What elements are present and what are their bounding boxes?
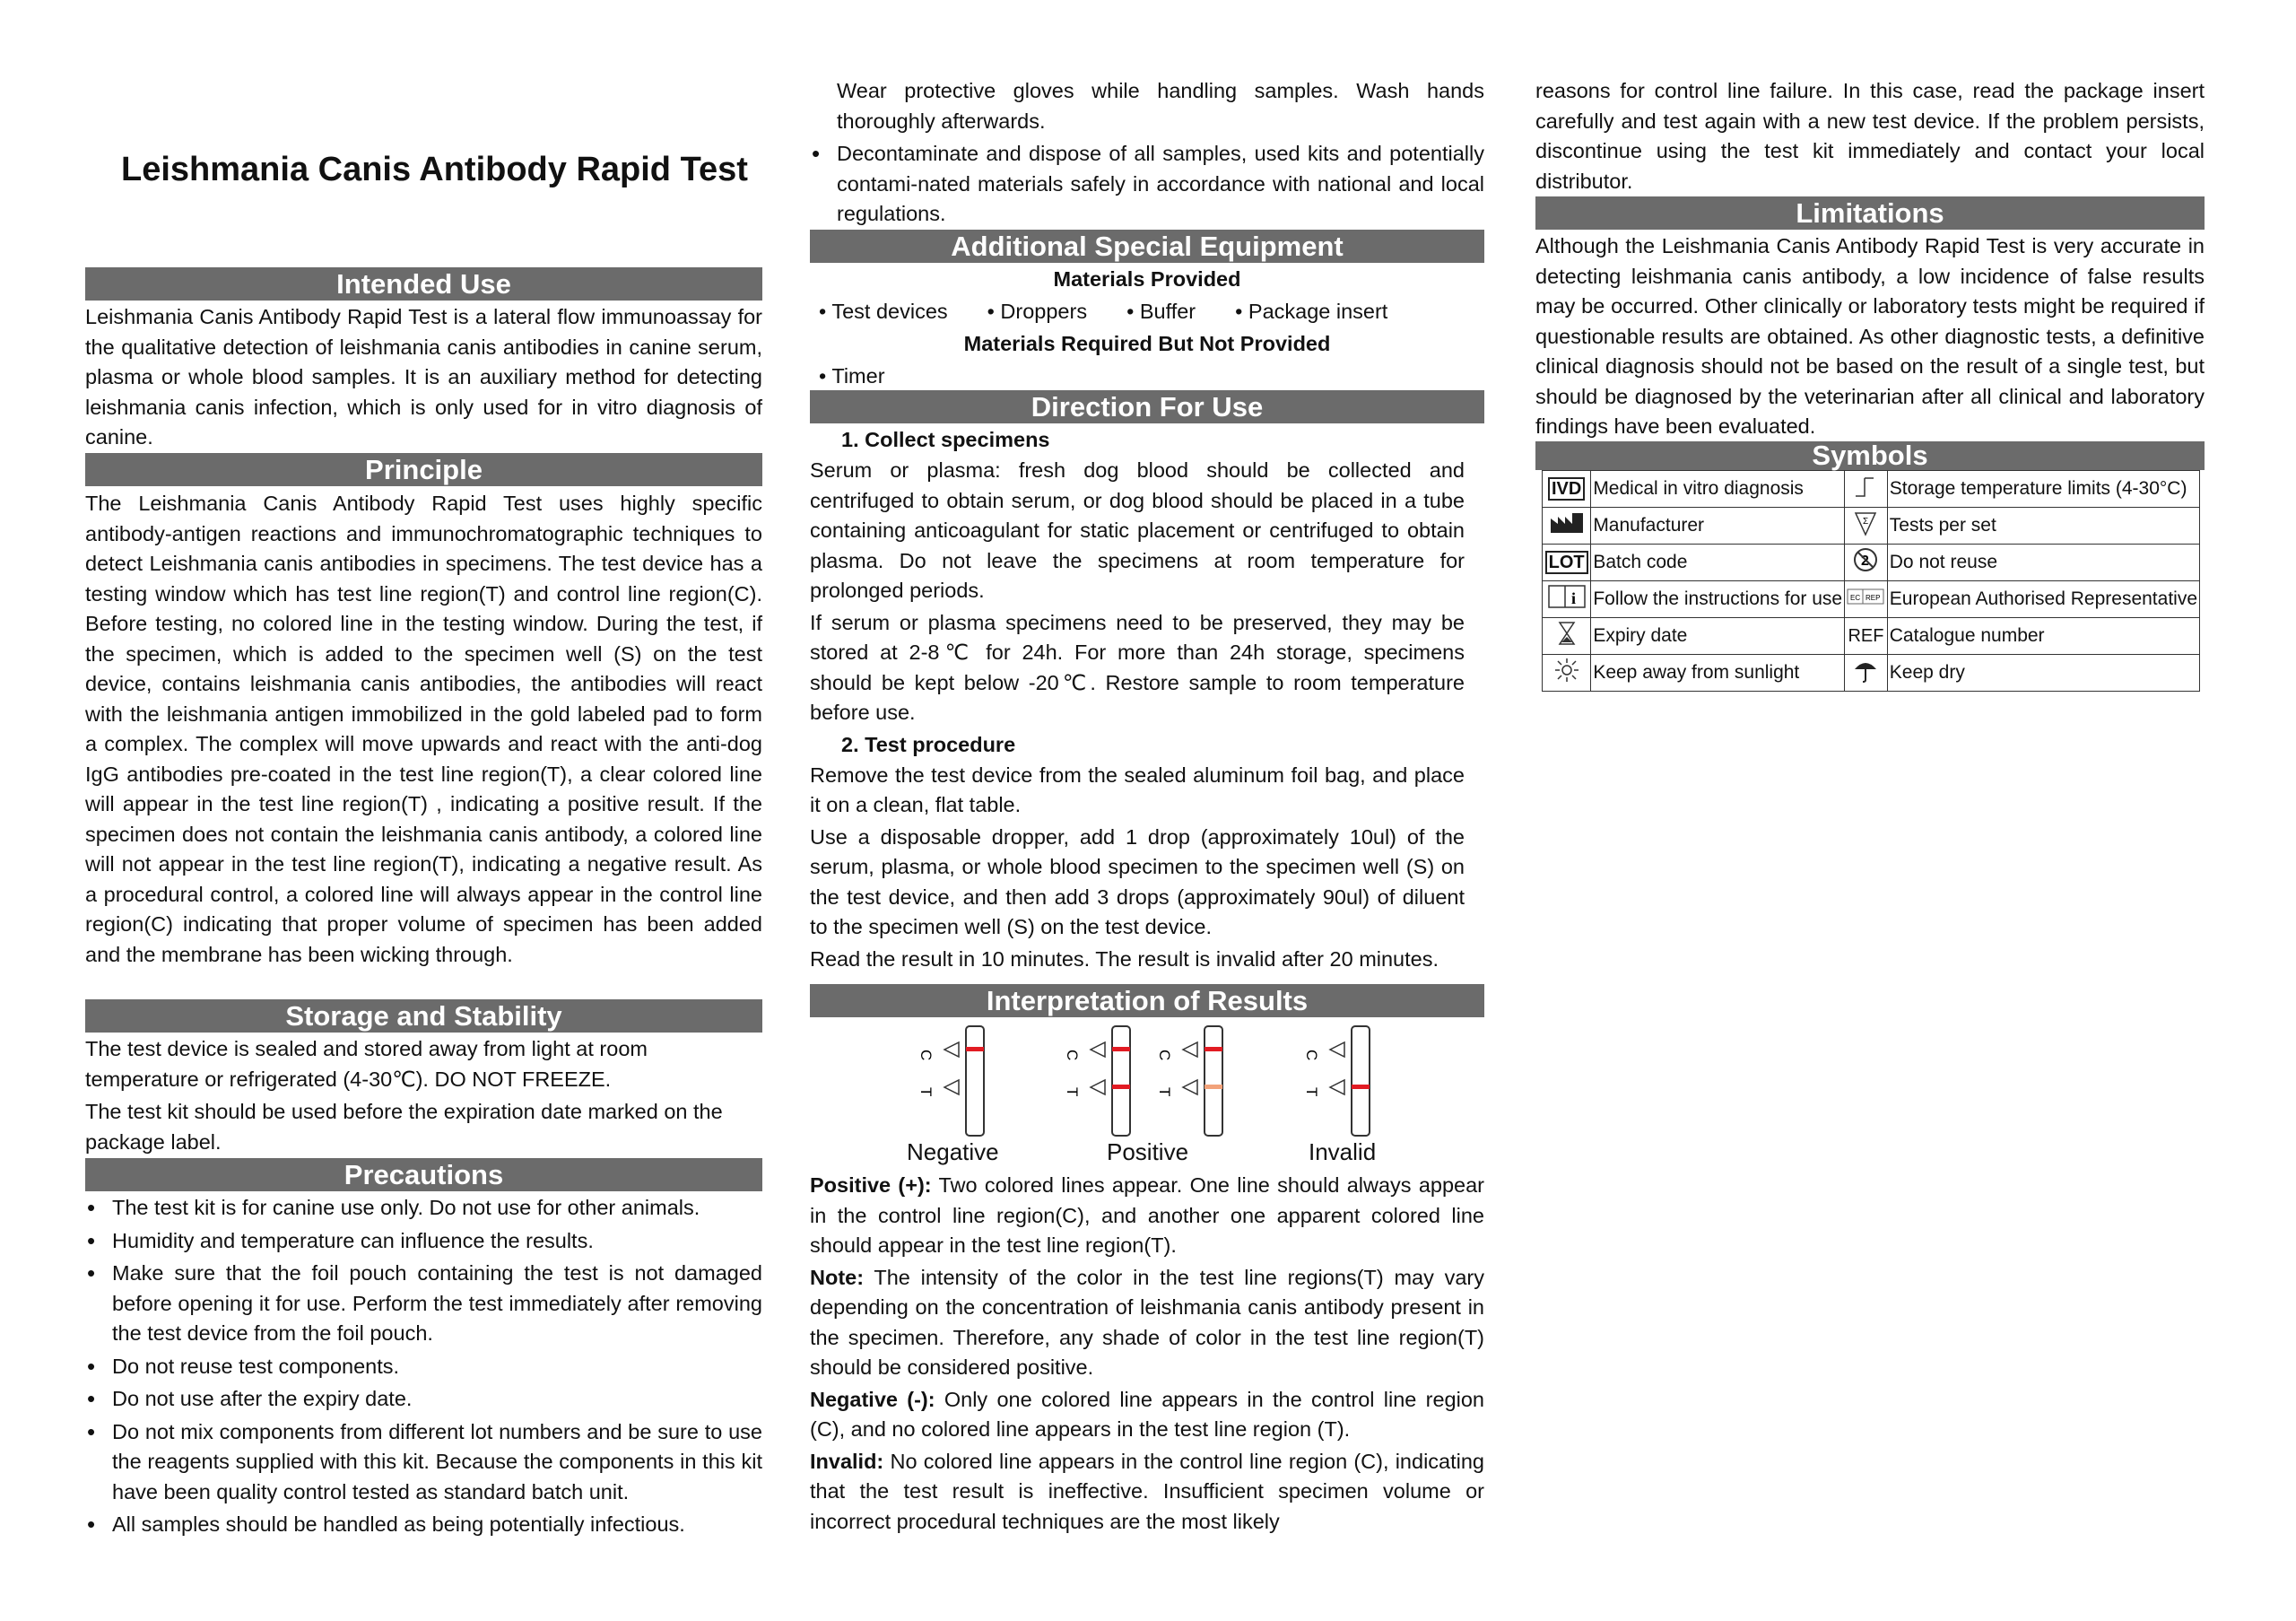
result-strips xyxy=(810,1017,1484,1138)
principle-section xyxy=(85,453,762,970)
result-strips-diagram xyxy=(810,1017,1484,1138)
strip-positive-weak xyxy=(1156,1026,1222,1136)
lot-icon: LOT xyxy=(1543,545,1591,581)
no-reuse-icon xyxy=(1845,545,1888,581)
materials-provided-list xyxy=(810,295,1484,327)
ec-rep-icon xyxy=(1845,581,1888,618)
svg-text:2: 2 xyxy=(1861,553,1870,569)
strip-body xyxy=(1205,1026,1222,1136)
direction-section xyxy=(810,390,1484,974)
label-negative: Negative xyxy=(907,1138,999,1165)
strip-c-label: C xyxy=(1156,1050,1173,1061)
interpretation-section xyxy=(810,984,1484,1537)
table-cell: Keep away from sunlight xyxy=(1591,655,1845,692)
arrow-t-icon xyxy=(944,1080,959,1094)
ivd-icon: IVD xyxy=(1543,471,1591,508)
strip-body xyxy=(1352,1026,1370,1136)
list-item: • Package insert xyxy=(1235,300,1388,323)
table-cell: Follow the instructions for use xyxy=(1591,581,1845,618)
result-labels xyxy=(810,1138,1484,1171)
svg-text:EC: EC xyxy=(1850,594,1861,602)
invalid-result-text: Invalid: No colored line appears in the control line region (C), indicating that the test result is ineffective. Insufficient specimen volume or incorrect procedural techniques are the most likely xyxy=(810,1449,1484,1533)
limitations-section xyxy=(1535,196,2205,442)
section-heading: Limitations xyxy=(1535,196,2205,230)
test-line xyxy=(1352,1085,1370,1089)
ref-icon: REF xyxy=(1845,618,1888,655)
svg-text:Σ: Σ xyxy=(1863,517,1869,527)
intended-use-section xyxy=(85,267,762,453)
step-2-text-1: Remove the test device from the sealed aluminum foil bag, and place it on a clean, flat table. xyxy=(810,763,1465,816)
arrow-c-icon xyxy=(1091,1042,1105,1057)
list-item: • Buffer xyxy=(1126,300,1196,323)
table-cell: European Authorised Representative xyxy=(1887,581,2199,618)
list-item: • Test devices xyxy=(819,300,948,323)
strip-t-label: T xyxy=(1156,1087,1173,1097)
list-item: • Droppers xyxy=(987,300,1088,323)
strip-c-label: C xyxy=(918,1050,935,1061)
section-heading: Additional Special Equipment xyxy=(810,230,1484,263)
list-item: • Do not reuse test components. xyxy=(85,1352,762,1382)
arrow-c-icon xyxy=(1330,1042,1344,1057)
equipment-section xyxy=(810,230,1484,392)
list-item: • Make sure that the foil pouch containing the test is not damaged before opening it for use. Perform the test immediately after removing the test device from the foil pouch. xyxy=(85,1259,762,1349)
step-2-text-3: Read the result in 10 minutes. The result is invalid after 20 minutes. xyxy=(810,946,1439,971)
intended-use-text: Leishmania Canis Antibody Rapid Test is a lateral flow immunoassay for the qualitative detection of leishmania canis antibodies in canine serum, plasma or whole blood samples. It is an auxiliary method for detecting leishmania canis infection, which is only used for in vitro diagnosis of canine. xyxy=(85,305,762,449)
table-cell: Manufacturer xyxy=(1591,508,1845,545)
list-item: • Timer xyxy=(819,364,885,388)
interpretation-continued xyxy=(1535,76,2205,196)
principle-text: The Leishmania Canis Antibody Rapid Test uses highly specific antibody-antigen reactions and immunochromatographic techniques to detect Leishmania canis antibodies in specimens. The test device has a testing window which has test line region(T) and control line region(C). Before testing, no colored line in the testing window. During the test, if the specimen, which is added to the specimen well (S) on the test device, contains leishmania canis antibodies, the antibodies will react with the leishmania antigen immobilized in the gold labeled pad to form a complex. The complex will move upwards and react with the anti-dog IgG antibodies pre-coated in the test line region(T), a clear colored line will appear in the test line region(T) , indicating a positive result. If the specimen does not contain the leishmania canis antibody, a colored line will not appear in the test line region(T), indicating a negative result. As a procedural control, a colored line will always appear in the control line region(C) indicating that proper volume of specimen has been added and the membrane has been wicking through. xyxy=(85,492,762,966)
arrow-t-icon xyxy=(1183,1080,1197,1094)
table-cell: Catalogue number xyxy=(1887,618,2199,655)
table-cell: Medical in vitro diagnosis xyxy=(1591,471,1845,508)
strip-positive-strong xyxy=(1064,1026,1130,1136)
arrow-t-icon xyxy=(1091,1080,1105,1094)
step-2-heading: 2. Test procedure xyxy=(841,732,1016,756)
materials-required-label: Materials Required But Not Provided xyxy=(963,332,1331,355)
svg-text:i: i xyxy=(1570,589,1576,607)
test-line xyxy=(1112,1085,1130,1089)
section-heading: Symbols xyxy=(1535,441,2205,470)
arrow-c-icon xyxy=(944,1042,959,1057)
list-item: • Do not mix components from different lot numbers and be sure to use the reagents supplied with this kit. Because the components in this kit have been quality control tested as standard batch unit. xyxy=(85,1417,762,1508)
precautions-section xyxy=(85,1158,762,1543)
section-heading: Interpretation of Results xyxy=(810,984,1484,1017)
table-row xyxy=(1543,581,2200,618)
step-2-text-2: Use a disposable dropper, add 1 drop (approximately 10ul) of the serum, plasma, or whole blood specimen to the specimen well (S) on the test device, and then add 3 drops (approximately 90ul) of diluent to the specimen well (S) on the test device. xyxy=(810,824,1465,938)
table-cell: Tests per set xyxy=(1887,508,2199,545)
tests-icon xyxy=(1845,508,1888,545)
sun-icon xyxy=(1543,655,1591,692)
table-cell: Keep dry xyxy=(1887,655,2199,692)
strip-t-label: T xyxy=(918,1087,935,1097)
umbrella-icon xyxy=(1845,655,1888,692)
table-row xyxy=(1543,618,2200,655)
document-title: Leishmania Canis Antibody Rapid Test xyxy=(121,151,748,188)
step-1-text-2: If serum or plasma specimens need to be preserved, they may be stored at 2-8℃ for 24h. For more than 24h storage, specimens should be kept below -20℃. Restore sample to room temperature before use. xyxy=(810,610,1465,724)
table-cell: Storage temperature limits (4-30°C) xyxy=(1887,471,2199,508)
materials-provided-label: Materials Provided xyxy=(1053,267,1241,291)
strip-invalid xyxy=(1303,1026,1370,1136)
step-1-heading: 1. Collect specimens xyxy=(841,428,1050,451)
control-line xyxy=(1112,1047,1130,1051)
strip-t-label: T xyxy=(1303,1087,1320,1097)
strip-t-label: T xyxy=(1064,1087,1081,1097)
precautions-continued-text: Wear protective gloves while handling samples. Wash hands thoroughly afterwards. xyxy=(837,79,1484,133)
strip-body xyxy=(1112,1026,1130,1136)
factory-icon xyxy=(1543,508,1591,545)
strip-body xyxy=(966,1026,984,1136)
symbols-section xyxy=(1535,441,2205,692)
table-row xyxy=(1543,655,2200,692)
list-item: • Do not use after the expiry date. xyxy=(85,1384,762,1415)
negative-result-text: Negative (-): Only one colored line appears in the control line region (C), and no colored line appears in the test line region (T). xyxy=(810,1387,1484,1441)
positive-result-text: Positive (+): Two colored lines appear. One line should always appear in the control line region(C), and another one apparent colored line should appear in the test line region(T). xyxy=(810,1173,1484,1257)
storage-section xyxy=(85,999,762,1157)
arrow-t-icon xyxy=(1330,1080,1344,1094)
table-row xyxy=(1543,545,2200,581)
section-heading: Storage and Stability xyxy=(85,999,762,1033)
hourglass-icon xyxy=(1543,618,1591,655)
section-heading: Principle xyxy=(85,453,762,486)
strip-c-label: C xyxy=(1064,1050,1081,1061)
table-row xyxy=(1543,508,2200,545)
svg-text:REP: REP xyxy=(1866,594,1881,602)
instructions-icon xyxy=(1543,581,1591,618)
note-text: Note: The intensity of the color in the test line regions(T) may vary depending on the concentration of leishmania canis antibody present in the specimen. Therefore, any shade of color in the test line region(T) should be considered positive. xyxy=(810,1265,1484,1379)
test-line xyxy=(1205,1085,1222,1089)
symbols-table xyxy=(1542,470,2200,692)
step-1-text-1: Serum or plasma: fresh dog blood should be collected and centrifuged to obtain serum, or dog blood should be placed in a tube containing anticoagulant for static placement or centrifuged to obtain plasma. Do not leave the specimens at room temperature for prolonged periods. xyxy=(810,458,1465,602)
arrow-c-icon xyxy=(1183,1042,1197,1057)
table-cell: Expiry date xyxy=(1591,618,1845,655)
thermometer-icon xyxy=(1845,471,1888,508)
label-positive: Positive xyxy=(1107,1138,1189,1165)
list-item: • The test kit is for canine use only. Do not use for other animals. xyxy=(85,1193,762,1224)
list-item: • Decontaminate and dispose of all samples, used kits and potentially contami-nated materials safely in accordance with national and local regulations. xyxy=(810,139,1484,230)
invalid-continued-text: reasons for control line failure. In this case, read the package insert carefully and test again with a new test device. If the problem persists, discontinue using the test kit immediately and contact your local distributor. xyxy=(1535,79,2205,193)
section-heading: Precautions xyxy=(85,1158,762,1191)
control-line xyxy=(966,1047,984,1051)
control-line xyxy=(1205,1047,1222,1051)
table-cell: Batch code xyxy=(1591,545,1845,581)
storage-text-2: The test kit should be used before the expiration date marked on the package label. xyxy=(85,1100,723,1154)
section-heading: Direction For Use xyxy=(810,390,1484,423)
materials-required-list xyxy=(810,360,1484,392)
table-row xyxy=(1543,471,2200,508)
strip-negative xyxy=(918,1026,984,1136)
storage-text-1: The test device is sealed and stored away from light at room temperature or refrigerated (4-30℃). DO NOT FREEZE. xyxy=(85,1037,648,1091)
strip-c-label: C xyxy=(1303,1050,1320,1061)
precautions-list xyxy=(85,1193,762,1540)
list-item: • All samples should be handled as being potentially infectious. xyxy=(85,1510,762,1540)
list-item: • Humidity and temperature can influence the results. xyxy=(85,1226,762,1257)
precautions-item-8 xyxy=(810,139,1484,232)
table-cell: Do not reuse xyxy=(1887,545,2199,581)
precautions-continued xyxy=(837,76,1484,136)
limitations-text: Although the Leishmania Canis Antibody Rapid Test is very accurate in detecting leishmania canis antibody, a low incidence of false results may be occurred. Other clinically or laboratory tests might be required if questionable results are obtained. As other diagnostic tests, a definitive clinical diagnosis should not be based on the result of a single test, but should be diagnosed by the veterinarian after all clinical and laboratory findings have been evaluated. xyxy=(1535,234,2205,438)
section-heading: Intended Use xyxy=(85,267,762,301)
label-invalid: Invalid xyxy=(1309,1138,1377,1165)
